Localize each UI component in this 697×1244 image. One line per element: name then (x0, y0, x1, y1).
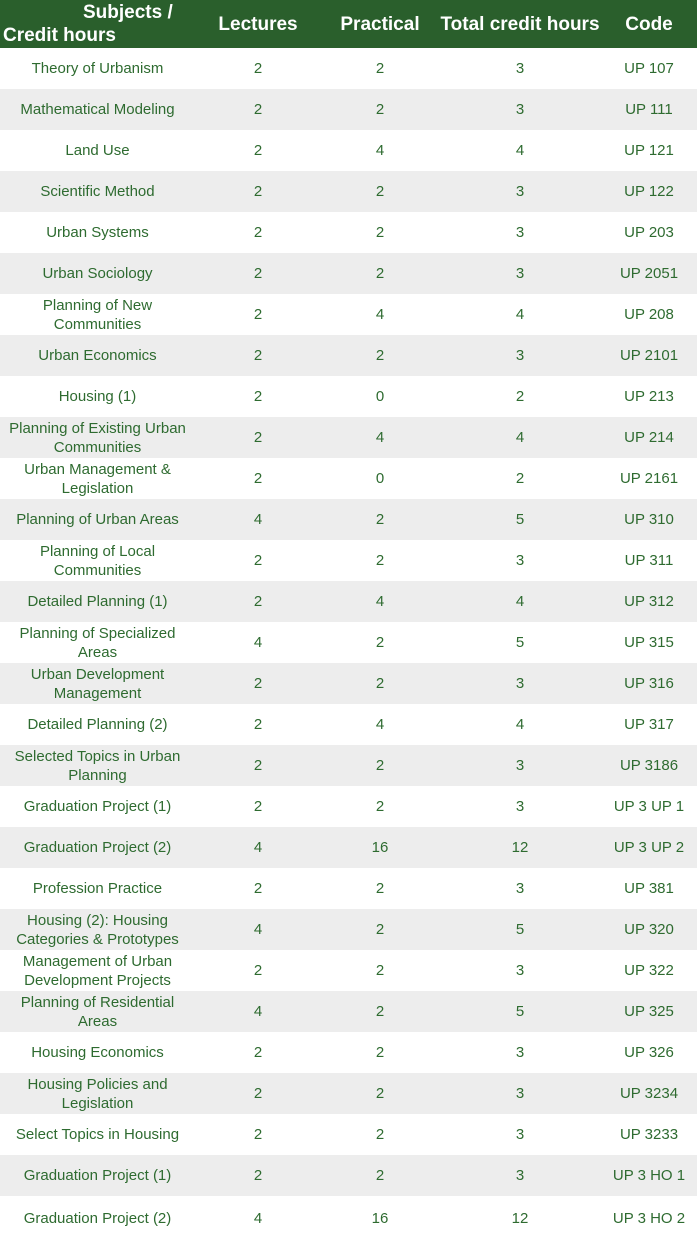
table-row (0, 745, 697, 786)
cell-lectures: 2 (253, 224, 263, 241)
header-subjects-line2: Credit hours (3, 25, 116, 46)
cell-subject: Urban Economics (38, 347, 157, 364)
cell-subject: Selected Topics in Urban Planning (14, 747, 181, 784)
cell-subject: Graduation Project (1) (23, 798, 172, 815)
table-row (0, 89, 697, 130)
cell-total-credit-hours: 5 (515, 1003, 525, 1020)
cell-subject: Planning of Existing Urban Communities (9, 419, 186, 456)
cell-practical: 2 (375, 1044, 385, 1061)
table-row (0, 171, 697, 212)
table-row (0, 499, 697, 540)
table-row (0, 827, 697, 868)
cell-total-credit-hours: 3 (515, 962, 525, 979)
header-subjects-line1: Subjects / (83, 2, 173, 23)
table-row (0, 294, 697, 335)
cell-total-credit-hours: 3 (515, 60, 525, 77)
cell-code: UP 208 (624, 306, 674, 323)
cell-code: UP 312 (624, 593, 674, 610)
cell-practical: 2 (375, 675, 385, 692)
cell-total-credit-hours: 3 (515, 675, 525, 692)
cell-subject: Housing Economics (31, 1044, 164, 1061)
cell-lectures: 2 (253, 593, 263, 610)
table-row (0, 458, 697, 499)
cell-practical: 4 (375, 142, 385, 159)
header-total-credit-hours: Total credit hours (440, 13, 600, 35)
cell-practical: 0 (375, 470, 385, 487)
table-row (0, 376, 697, 417)
cell-total-credit-hours: 2 (515, 470, 525, 487)
table-row (0, 1073, 697, 1114)
cell-subject: Land Use (65, 142, 130, 159)
cell-total-credit-hours: 3 (515, 183, 525, 200)
cell-total-credit-hours: 3 (515, 552, 525, 569)
table-row (0, 130, 697, 171)
table-row (0, 48, 697, 89)
cell-subject: Graduation Project (2) (23, 1210, 172, 1227)
cell-lectures: 2 (253, 60, 263, 77)
cell-practical: 2 (375, 1003, 385, 1020)
table-row (0, 212, 697, 253)
table-row (0, 950, 697, 991)
cell-code: UP 2051 (619, 265, 679, 282)
cell-code: UP 121 (624, 142, 674, 159)
cell-subject: Urban Systems (46, 224, 149, 241)
cell-code: UP 3 UP 2 (613, 839, 685, 856)
cell-lectures: 2 (253, 388, 263, 405)
cell-total-credit-hours: 3 (515, 1167, 525, 1184)
cell-practical: 2 (375, 183, 385, 200)
cell-lectures: 4 (253, 921, 263, 938)
cell-code: UP 3186 (619, 757, 679, 774)
cell-practical: 2 (375, 265, 385, 282)
cell-code: UP 381 (624, 880, 674, 897)
table-row (0, 1196, 697, 1241)
cell-subject: Urban Management & Legislation (24, 460, 171, 497)
table-row (0, 663, 697, 704)
cell-lectures: 2 (253, 1126, 263, 1143)
cell-practical: 2 (375, 880, 385, 897)
table-header (0, 0, 697, 48)
cell-practical: 2 (375, 798, 385, 815)
cell-total-credit-hours: 5 (515, 511, 525, 528)
cell-lectures: 2 (253, 798, 263, 815)
cell-lectures: 2 (253, 716, 263, 733)
cell-subject: Scientific Method (40, 183, 155, 200)
cell-lectures: 2 (253, 470, 263, 487)
header-subjects (0, 0, 195, 48)
cell-code: UP 310 (624, 511, 674, 528)
cell-lectures: 2 (253, 880, 263, 897)
cell-code: UP 315 (624, 634, 674, 651)
cell-practical: 2 (375, 224, 385, 241)
cell-subject: Detailed Planning (1) (27, 593, 168, 610)
cell-code: UP 3 HO 1 (612, 1167, 686, 1184)
table-row (0, 417, 697, 458)
table-row (0, 581, 697, 622)
cell-practical: 2 (375, 962, 385, 979)
cell-lectures: 4 (253, 634, 263, 651)
cell-code: UP 214 (624, 429, 674, 446)
cell-practical: 4 (375, 306, 385, 323)
cell-code: UP 320 (624, 921, 674, 938)
cell-code: UP 322 (624, 962, 674, 979)
table-row (0, 335, 697, 376)
cell-total-credit-hours: 3 (515, 265, 525, 282)
cell-code: UP 2101 (619, 347, 679, 364)
cell-code: UP 316 (624, 675, 674, 692)
cell-practical: 2 (375, 1085, 385, 1102)
cell-practical: 2 (375, 347, 385, 364)
cell-total-credit-hours: 5 (515, 634, 525, 651)
cell-code: UP 2161 (619, 470, 679, 487)
cell-total-credit-hours: 3 (515, 798, 525, 815)
table-row (0, 540, 697, 581)
table-row (0, 704, 697, 745)
cell-total-credit-hours: 3 (515, 757, 525, 774)
cell-subject: Graduation Project (1) (23, 1167, 172, 1184)
cell-total-credit-hours: 3 (515, 1044, 525, 1061)
cell-practical: 2 (375, 552, 385, 569)
cell-practical: 16 (371, 1210, 389, 1227)
cell-total-credit-hours: 3 (515, 1085, 525, 1102)
cell-code: UP 325 (624, 1003, 674, 1020)
cell-lectures: 2 (253, 142, 263, 159)
cell-lectures: 2 (253, 757, 263, 774)
table-row (0, 1032, 697, 1073)
cell-lectures: 2 (253, 265, 263, 282)
cell-lectures: 4 (253, 1210, 263, 1227)
table-row (0, 622, 697, 663)
table-row (0, 786, 697, 827)
header-practical: Practical (340, 13, 420, 35)
cell-total-credit-hours: 4 (515, 429, 525, 446)
cell-code: UP 213 (624, 388, 674, 405)
cell-practical: 2 (375, 60, 385, 77)
cell-total-credit-hours: 3 (515, 101, 525, 118)
header-code: Code (625, 13, 673, 35)
cell-practical: 2 (375, 1167, 385, 1184)
table-row (0, 868, 697, 909)
cell-lectures: 4 (253, 1003, 263, 1020)
cell-total-credit-hours: 4 (515, 306, 525, 323)
header-row (0, 0, 697, 48)
cell-practical: 16 (371, 839, 389, 856)
cell-practical: 2 (375, 1126, 385, 1143)
cell-code: UP 326 (624, 1044, 674, 1061)
cell-total-credit-hours: 12 (511, 1210, 529, 1227)
cell-practical: 2 (375, 921, 385, 938)
table-row (0, 909, 697, 950)
cell-total-credit-hours: 4 (515, 593, 525, 610)
cell-code: UP 3 HO 2 (612, 1210, 686, 1227)
cell-subject: Planning of Residential Areas (20, 993, 175, 1030)
cell-lectures: 2 (253, 552, 263, 569)
cell-lectures: 2 (253, 306, 263, 323)
cell-practical: 4 (375, 429, 385, 446)
cell-code: UP 111 (625, 101, 673, 118)
cell-code: UP 107 (624, 60, 674, 77)
cell-code: UP 311 (624, 552, 674, 569)
cell-total-credit-hours: 5 (515, 921, 525, 938)
cell-code: UP 317 (624, 716, 674, 733)
table-row (0, 991, 697, 1032)
cell-subject: Planning of Urban Areas (16, 511, 179, 528)
cell-total-credit-hours: 2 (515, 388, 525, 405)
table-body (0, 48, 697, 1241)
cell-lectures: 2 (253, 1044, 263, 1061)
cell-total-credit-hours: 3 (515, 224, 525, 241)
cell-practical: 4 (375, 716, 385, 733)
cell-practical: 2 (375, 511, 385, 528)
cell-code: UP 3234 (619, 1085, 679, 1102)
cell-subject: Profession Practice (32, 880, 163, 897)
cell-lectures: 2 (253, 347, 263, 364)
cell-subject: Planning of Specialized Areas (19, 624, 176, 661)
cell-subject: Theory of Urbanism (31, 60, 164, 77)
cell-subject: Housing (1) (58, 388, 137, 405)
cell-subject: Housing (2): Housing Categories & Prototypes (16, 911, 179, 948)
cell-subject: Select Topics in Housing (15, 1126, 180, 1143)
cell-code: UP 3233 (619, 1126, 679, 1143)
cell-subject: Management of Urban Development Projects (22, 952, 173, 989)
cell-practical: 2 (375, 634, 385, 651)
cell-lectures: 4 (253, 511, 263, 528)
cell-lectures: 2 (253, 101, 263, 118)
cell-practical: 2 (375, 757, 385, 774)
cell-total-credit-hours: 4 (515, 716, 525, 733)
cell-subject: Detailed Planning (2) (27, 716, 168, 733)
cell-subject: Graduation Project (2) (23, 839, 172, 856)
cell-lectures: 2 (253, 1167, 263, 1184)
cell-lectures: 2 (253, 675, 263, 692)
cell-practical: 0 (375, 388, 385, 405)
cell-subject: Urban Sociology (42, 265, 153, 282)
cell-total-credit-hours: 3 (515, 1126, 525, 1143)
cell-total-credit-hours: 4 (515, 142, 525, 159)
cell-subject: Mathematical Modeling (20, 101, 175, 118)
cell-practical: 2 (375, 101, 385, 118)
table-row (0, 1114, 697, 1155)
table-row (0, 1155, 697, 1196)
cell-lectures: 2 (253, 1085, 263, 1102)
cell-lectures: 4 (253, 839, 263, 856)
header-lectures: Lectures (218, 13, 298, 35)
cell-lectures: 2 (253, 962, 263, 979)
cell-lectures: 2 (253, 183, 263, 200)
cell-subject: Planning of Local Communities (39, 542, 156, 579)
cell-subject: Urban Development Management (30, 665, 165, 702)
cell-lectures: 2 (253, 429, 263, 446)
cell-subject: Planning of New Communities (42, 296, 153, 333)
cell-total-credit-hours: 3 (515, 347, 525, 364)
table-row (0, 253, 697, 294)
cell-total-credit-hours: 12 (511, 839, 529, 856)
cell-code: UP 3 UP 1 (613, 798, 685, 815)
cell-code: UP 122 (624, 183, 674, 200)
cell-code: UP 203 (624, 224, 674, 241)
cell-total-credit-hours: 3 (515, 880, 525, 897)
cell-practical: 4 (375, 593, 385, 610)
cell-subject: Housing Policies and Legislation (27, 1075, 168, 1112)
